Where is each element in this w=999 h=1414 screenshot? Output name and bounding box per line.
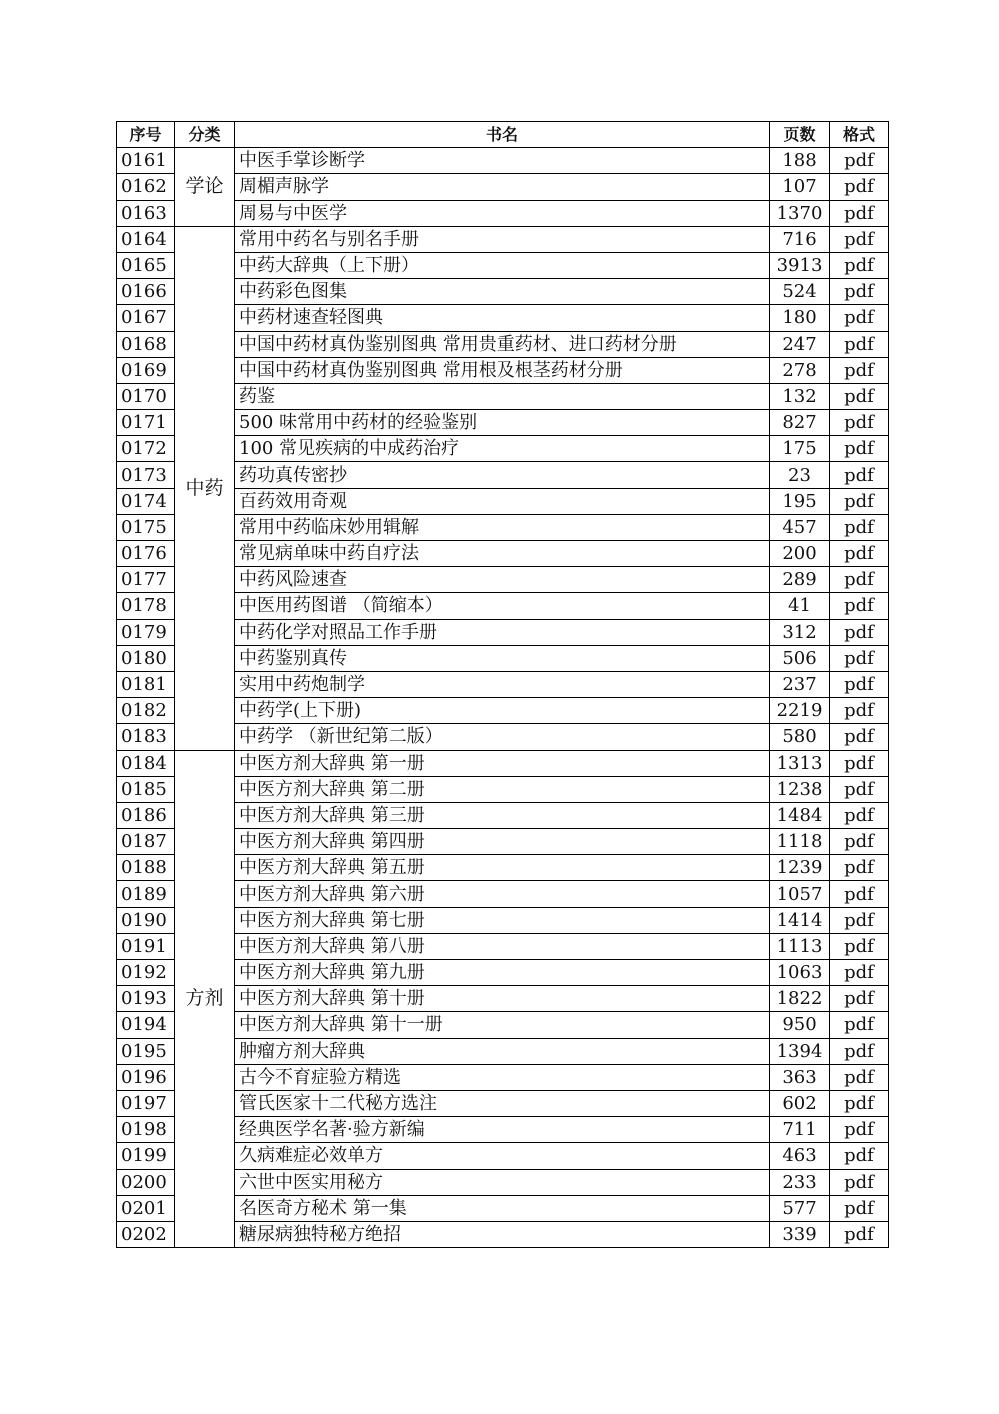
cell-pages: 457	[770, 514, 830, 540]
cell-title: 中国中药材真伪鉴别图典 常用贵重药材、进口药材分册	[235, 331, 770, 357]
cell-no: 0196	[117, 1064, 175, 1090]
cell-category: 学论	[175, 148, 235, 227]
cell-pages: 188	[770, 148, 830, 174]
cell-pages: 1414	[770, 907, 830, 933]
cell-title: 古今不育症验方精选	[235, 1064, 770, 1090]
cell-no: 0182	[117, 698, 175, 724]
cell-title: 药功真传密抄	[235, 462, 770, 488]
cell-no: 0202	[117, 1221, 175, 1247]
cell-format: pdf	[830, 1221, 889, 1247]
cell-title: 常用中药临床妙用辑解	[235, 514, 770, 540]
cell-format: pdf	[830, 1090, 889, 1116]
cell-title: 糖尿病独特秘方绝招	[235, 1221, 770, 1247]
cell-no: 0177	[117, 567, 175, 593]
cell-no: 0180	[117, 645, 175, 671]
cell-no: 0167	[117, 305, 175, 331]
cell-pages: 1313	[770, 750, 830, 776]
header-no: 序号	[117, 122, 175, 148]
cell-no: 0188	[117, 855, 175, 881]
cell-pages: 41	[770, 593, 830, 619]
cell-pages: 312	[770, 619, 830, 645]
cell-pages: 233	[770, 1169, 830, 1195]
table-row	[117, 226, 889, 252]
table-header-row	[117, 122, 889, 148]
cell-pages: 363	[770, 1064, 830, 1090]
cell-pages: 506	[770, 645, 830, 671]
cell-format: pdf	[830, 645, 889, 671]
cell-pages: 3913	[770, 252, 830, 278]
cell-no: 0175	[117, 514, 175, 540]
cell-title: 中医方剂大辞典 第十册	[235, 986, 770, 1012]
cell-no: 0197	[117, 1090, 175, 1116]
cell-format: pdf	[830, 593, 889, 619]
cell-pages: 463	[770, 1143, 830, 1169]
cell-no: 0178	[117, 593, 175, 619]
cell-title: 500 味常用中药材的经验鉴别	[235, 410, 770, 436]
cell-format: pdf	[830, 907, 889, 933]
cell-title: 中药鉴别真传	[235, 645, 770, 671]
cell-pages: 1238	[770, 776, 830, 802]
cell-no: 0174	[117, 488, 175, 514]
cell-no: 0200	[117, 1169, 175, 1195]
cell-no: 0181	[117, 671, 175, 697]
cell-no: 0183	[117, 724, 175, 750]
cell-format: pdf	[830, 933, 889, 959]
cell-no: 0185	[117, 776, 175, 802]
cell-format: pdf	[830, 200, 889, 226]
cell-format: pdf	[830, 855, 889, 881]
cell-pages: 200	[770, 541, 830, 567]
cell-no: 0199	[117, 1143, 175, 1169]
cell-pages: 524	[770, 279, 830, 305]
cell-title: 肿瘤方剂大辞典	[235, 1038, 770, 1064]
cell-no: 0168	[117, 331, 175, 357]
cell-title: 中医手掌诊断学	[235, 148, 770, 174]
cell-no: 0179	[117, 619, 175, 645]
cell-format: pdf	[830, 1169, 889, 1195]
cell-format: pdf	[830, 514, 889, 540]
cell-pages: 1822	[770, 986, 830, 1012]
cell-format: pdf	[830, 1012, 889, 1038]
cell-pages: 23	[770, 462, 830, 488]
cell-title: 名医奇方秘术 第一集	[235, 1195, 770, 1221]
cell-no: 0191	[117, 933, 175, 959]
cell-format: pdf	[830, 331, 889, 357]
cell-format: pdf	[830, 279, 889, 305]
cell-title: 中医方剂大辞典 第二册	[235, 776, 770, 802]
cell-no: 0195	[117, 1038, 175, 1064]
cell-format: pdf	[830, 567, 889, 593]
cell-title: 中药彩色图集	[235, 279, 770, 305]
cell-format: pdf	[830, 410, 889, 436]
cell-pages: 278	[770, 357, 830, 383]
cell-no: 0162	[117, 174, 175, 200]
cell-title: 中药学(上下册)	[235, 698, 770, 724]
cell-title: 周易与中医学	[235, 200, 770, 226]
cell-pages: 247	[770, 331, 830, 357]
cell-pages: 289	[770, 567, 830, 593]
table-row	[117, 148, 889, 174]
cell-title: 百药效用奇观	[235, 488, 770, 514]
cell-no: 0186	[117, 802, 175, 828]
cell-format: pdf	[830, 383, 889, 409]
cell-title: 中医方剂大辞典 第九册	[235, 960, 770, 986]
cell-title: 周楣声脉学	[235, 174, 770, 200]
cell-no: 0170	[117, 383, 175, 409]
header-format: 格式	[830, 122, 889, 148]
cell-pages: 950	[770, 1012, 830, 1038]
cell-no: 0189	[117, 881, 175, 907]
cell-title: 中医方剂大辞典 第八册	[235, 933, 770, 959]
cell-title: 中医方剂大辞典 第一册	[235, 750, 770, 776]
cell-no: 0171	[117, 410, 175, 436]
cell-format: pdf	[830, 1143, 889, 1169]
header-pages: 页数	[770, 122, 830, 148]
cell-no: 0201	[117, 1195, 175, 1221]
book-catalog-table	[116, 121, 889, 1248]
cell-format: pdf	[830, 960, 889, 986]
table-body	[117, 148, 889, 1248]
cell-no: 0187	[117, 829, 175, 855]
table-row	[117, 750, 889, 776]
cell-pages: 1484	[770, 802, 830, 828]
cell-title: 药鉴	[235, 383, 770, 409]
cell-format: pdf	[830, 776, 889, 802]
header-category: 分类	[175, 122, 235, 148]
cell-format: pdf	[830, 986, 889, 1012]
cell-pages: 577	[770, 1195, 830, 1221]
cell-pages: 180	[770, 305, 830, 331]
cell-pages: 1394	[770, 1038, 830, 1064]
cell-no: 0169	[117, 357, 175, 383]
cell-no: 0184	[117, 750, 175, 776]
cell-format: pdf	[830, 671, 889, 697]
cell-title: 中医方剂大辞典 第十一册	[235, 1012, 770, 1038]
cell-title: 管氏医家十二代秘方选注	[235, 1090, 770, 1116]
cell-pages: 339	[770, 1221, 830, 1247]
cell-title: 中药材速查轻图典	[235, 305, 770, 331]
cell-no: 0193	[117, 986, 175, 1012]
cell-format: pdf	[830, 305, 889, 331]
cell-no: 0166	[117, 279, 175, 305]
cell-format: pdf	[830, 698, 889, 724]
cell-no: 0164	[117, 226, 175, 252]
cell-title: 中医方剂大辞典 第三册	[235, 802, 770, 828]
cell-format: pdf	[830, 174, 889, 200]
cell-title: 经典医学名著·验方新编	[235, 1117, 770, 1143]
cell-pages: 1370	[770, 200, 830, 226]
cell-format: pdf	[830, 829, 889, 855]
cell-pages: 2219	[770, 698, 830, 724]
cell-title: 100 常见疾病的中成药治疗	[235, 436, 770, 462]
cell-format: pdf	[830, 462, 889, 488]
cell-no: 0194	[117, 1012, 175, 1038]
cell-pages: 580	[770, 724, 830, 750]
cell-format: pdf	[830, 488, 889, 514]
cell-pages: 827	[770, 410, 830, 436]
cell-no: 0165	[117, 252, 175, 278]
cell-format: pdf	[830, 1064, 889, 1090]
cell-format: pdf	[830, 148, 889, 174]
cell-title: 中医方剂大辞典 第五册	[235, 855, 770, 881]
cell-format: pdf	[830, 252, 889, 278]
cell-pages: 132	[770, 383, 830, 409]
cell-title: 中医用药图谱 （简缩本）	[235, 593, 770, 619]
cell-no: 0173	[117, 462, 175, 488]
cell-pages: 1063	[770, 960, 830, 986]
cell-format: pdf	[830, 724, 889, 750]
cell-pages: 195	[770, 488, 830, 514]
cell-format: pdf	[830, 226, 889, 252]
cell-title: 常用中药名与别名手册	[235, 226, 770, 252]
cell-title: 中医方剂大辞典 第六册	[235, 881, 770, 907]
cell-title: 久病难症必效单方	[235, 1143, 770, 1169]
header-title: 书名	[235, 122, 770, 148]
cell-pages: 1057	[770, 881, 830, 907]
cell-title: 中医方剂大辞典 第七册	[235, 907, 770, 933]
cell-no: 0190	[117, 907, 175, 933]
cell-pages: 711	[770, 1117, 830, 1143]
cell-pages: 237	[770, 671, 830, 697]
cell-format: pdf	[830, 750, 889, 776]
cell-no: 0172	[117, 436, 175, 462]
cell-format: pdf	[830, 619, 889, 645]
cell-title: 中药大辞典（上下册）	[235, 252, 770, 278]
cell-title: 常见病单味中药自疗法	[235, 541, 770, 567]
cell-pages: 107	[770, 174, 830, 200]
cell-pages: 602	[770, 1090, 830, 1116]
cell-no: 0192	[117, 960, 175, 986]
cell-title: 六世中医实用秘方	[235, 1169, 770, 1195]
cell-pages: 1239	[770, 855, 830, 881]
cell-title: 中医方剂大辞典 第四册	[235, 829, 770, 855]
cell-no: 0176	[117, 541, 175, 567]
cell-format: pdf	[830, 541, 889, 567]
cell-format: pdf	[830, 1195, 889, 1221]
cell-title: 中药风险速查	[235, 567, 770, 593]
cell-pages: 1118	[770, 829, 830, 855]
cell-title: 中药学 （新世纪第二版）	[235, 724, 770, 750]
cell-title: 实用中药炮制学	[235, 671, 770, 697]
cell-pages: 175	[770, 436, 830, 462]
cell-no: 0198	[117, 1117, 175, 1143]
cell-pages: 716	[770, 226, 830, 252]
cell-no: 0161	[117, 148, 175, 174]
cell-format: pdf	[830, 881, 889, 907]
cell-format: pdf	[830, 357, 889, 383]
cell-format: pdf	[830, 1038, 889, 1064]
cell-format: pdf	[830, 802, 889, 828]
cell-no: 0163	[117, 200, 175, 226]
cell-pages: 1113	[770, 933, 830, 959]
cell-format: pdf	[830, 1117, 889, 1143]
cell-category: 中药	[175, 226, 235, 750]
cell-title: 中药化学对照品工作手册	[235, 619, 770, 645]
cell-title: 中国中药材真伪鉴别图典 常用根及根茎药材分册	[235, 357, 770, 383]
cell-category: 方剂	[175, 750, 235, 1248]
cell-format: pdf	[830, 436, 889, 462]
